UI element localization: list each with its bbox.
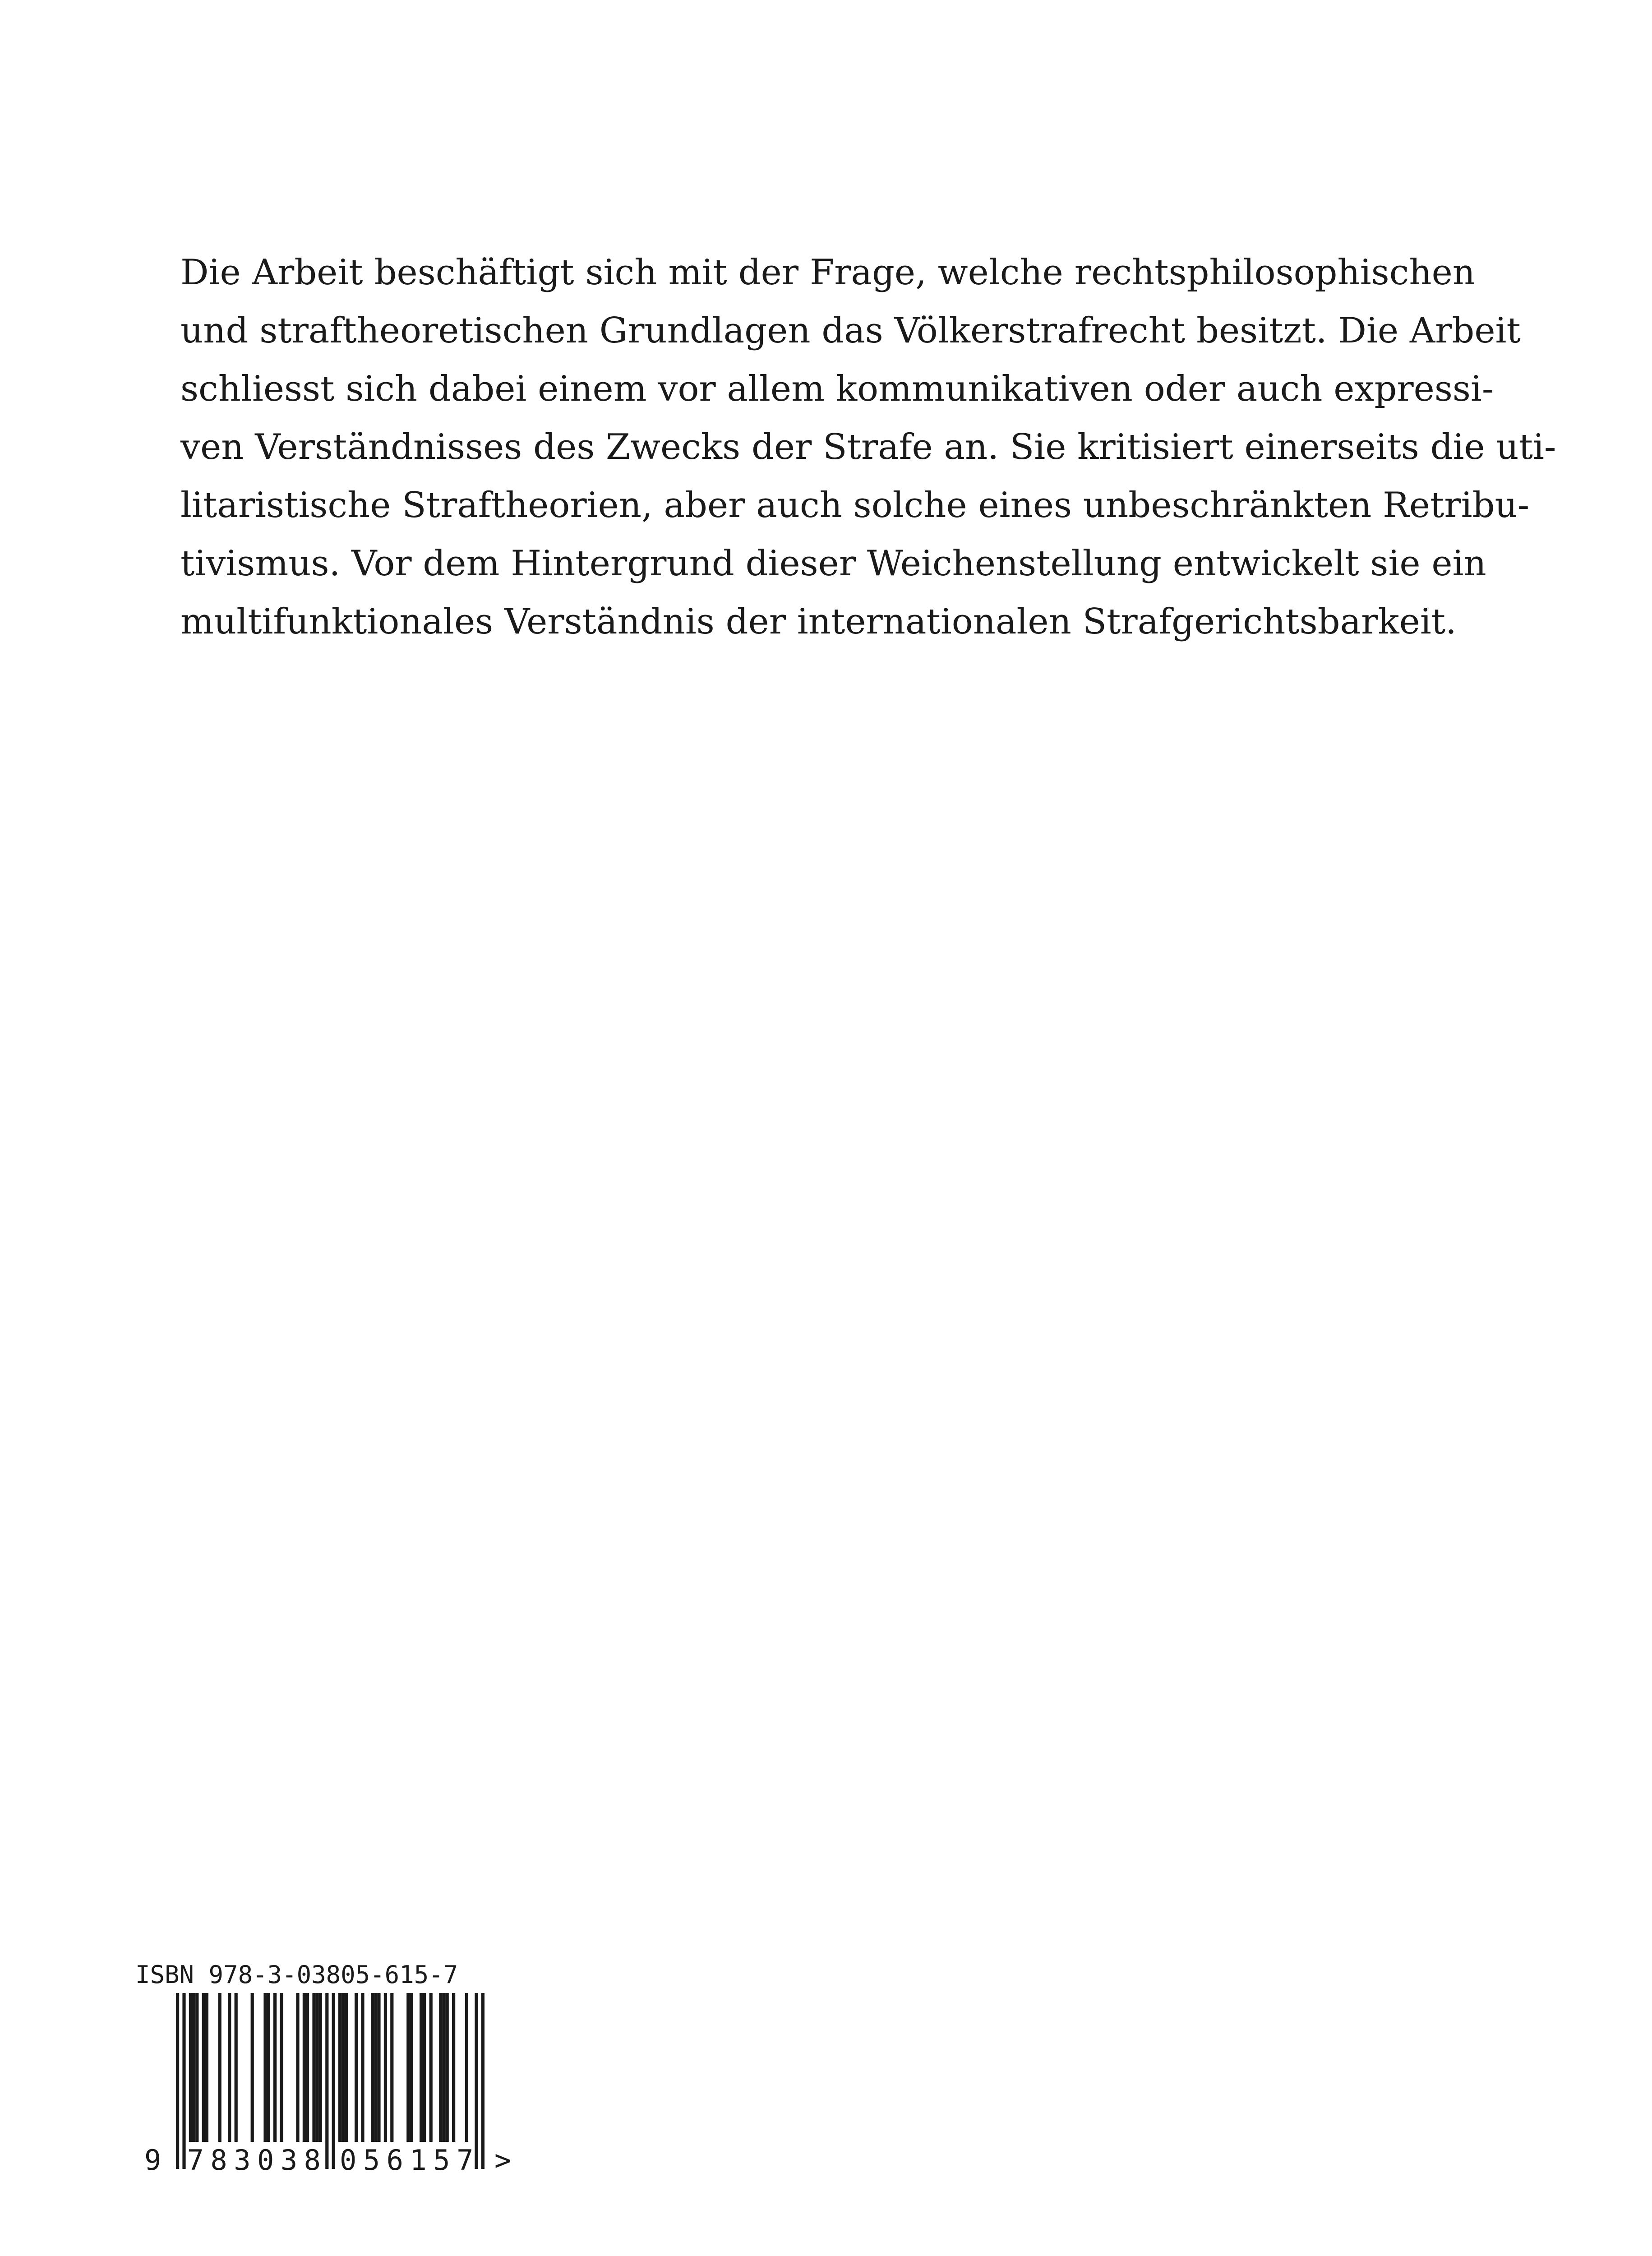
blurb-line: multifunktionales Verständnis der internationalen Strafgerichtsbarkeit. (180, 601, 1457, 642)
barcode-bar (192, 1993, 195, 2142)
barcode-bar (316, 1993, 319, 2142)
barcode-bar (439, 1993, 442, 2142)
barcode-bar (263, 1993, 267, 2142)
barcode-guard-bar (332, 1993, 335, 2169)
barcode-bar (296, 1993, 299, 2142)
barcode-bar (429, 1993, 433, 2142)
barcode-bar (420, 1993, 423, 2142)
barcode-bar (355, 1993, 358, 2142)
barcode-bar (251, 1993, 254, 2142)
barcode-guard-bar (475, 1993, 478, 2169)
blurb-line: litaristische Straftheorien, aber auch solche eines unbeschränkten Retribu- (180, 485, 1530, 526)
barcode-bar (374, 1993, 377, 2142)
barcode-bar (338, 1993, 341, 2142)
blurb-line: Die Arbeit beschäftigt sich mit der Frage, welche rechtsphilosophischen (180, 252, 1475, 293)
barcode-bar (452, 1993, 455, 2142)
barcode-bar (406, 1993, 410, 2142)
barcode-bar (390, 1993, 393, 2142)
ean-right-group: 056157 (340, 2144, 474, 2177)
barcode-bar (218, 1993, 221, 2142)
barcode-bar (267, 1993, 270, 2142)
barcode-guard-bar (176, 1993, 179, 2169)
isbn-label: ISBN 978-3-03805-615-7 (135, 1960, 458, 1989)
barcode-bar (228, 1993, 231, 2142)
barcode-bar (361, 1993, 364, 2142)
barcode-bar (345, 1993, 348, 2142)
barcode-bar (280, 1993, 283, 2142)
barcode-bar (377, 1993, 380, 2142)
barcode-bar (195, 1993, 198, 2142)
barcode-bar (423, 1993, 426, 2142)
barcode-guard-bar (481, 1993, 485, 2169)
blurb-line: und straftheoretischen Grundlagen das Völkerstrafrecht besitzt. Die Arbeit (180, 310, 1521, 351)
barcode-bar (205, 1993, 208, 2142)
barcode-bar (341, 1993, 345, 2142)
blurb-line: schliesst sich dabei einem vor allem kommunikativen oder auch expressi- (180, 369, 1494, 409)
blurb-text (180, 244, 1556, 651)
barcode-guard-bar (182, 1993, 185, 2169)
barcode-bar (312, 1993, 315, 2142)
ean-quiet-zone-marker: > (494, 2144, 512, 2177)
barcode-bar (202, 1993, 205, 2142)
barcode-bar (273, 1993, 277, 2142)
blurb-line: ven Verständnisses des Zwecks der Strafe an. Sie kritisiert einerseits die uti- (180, 427, 1556, 467)
blurb-line: tivismus. Vor dem Hintergrund dieser Weichenstellung entwickelt sie ein (180, 543, 1486, 584)
barcode-bar (235, 1993, 238, 2142)
barcode-guard-bar (325, 1993, 328, 2169)
ean-left-group: 783038 (187, 2144, 321, 2177)
barcode-bar (446, 1993, 449, 2142)
barcode-bar (371, 1993, 374, 2142)
ean-first-digit: 9 (144, 2144, 162, 2177)
barcode-bar (442, 1993, 445, 2142)
barcode-bar (384, 1993, 387, 2142)
ean13-barcode (135, 1993, 523, 2210)
barcode-bar (306, 1993, 309, 2142)
barcode-bar (410, 1993, 413, 2142)
barcode-bar (465, 1993, 468, 2142)
barcode-bars (176, 1993, 485, 2169)
barcode-bar (189, 1993, 192, 2142)
isbn-barcode-block (135, 1960, 523, 2213)
barcode-bar (319, 1993, 322, 2142)
barcode-bar (303, 1993, 306, 2142)
